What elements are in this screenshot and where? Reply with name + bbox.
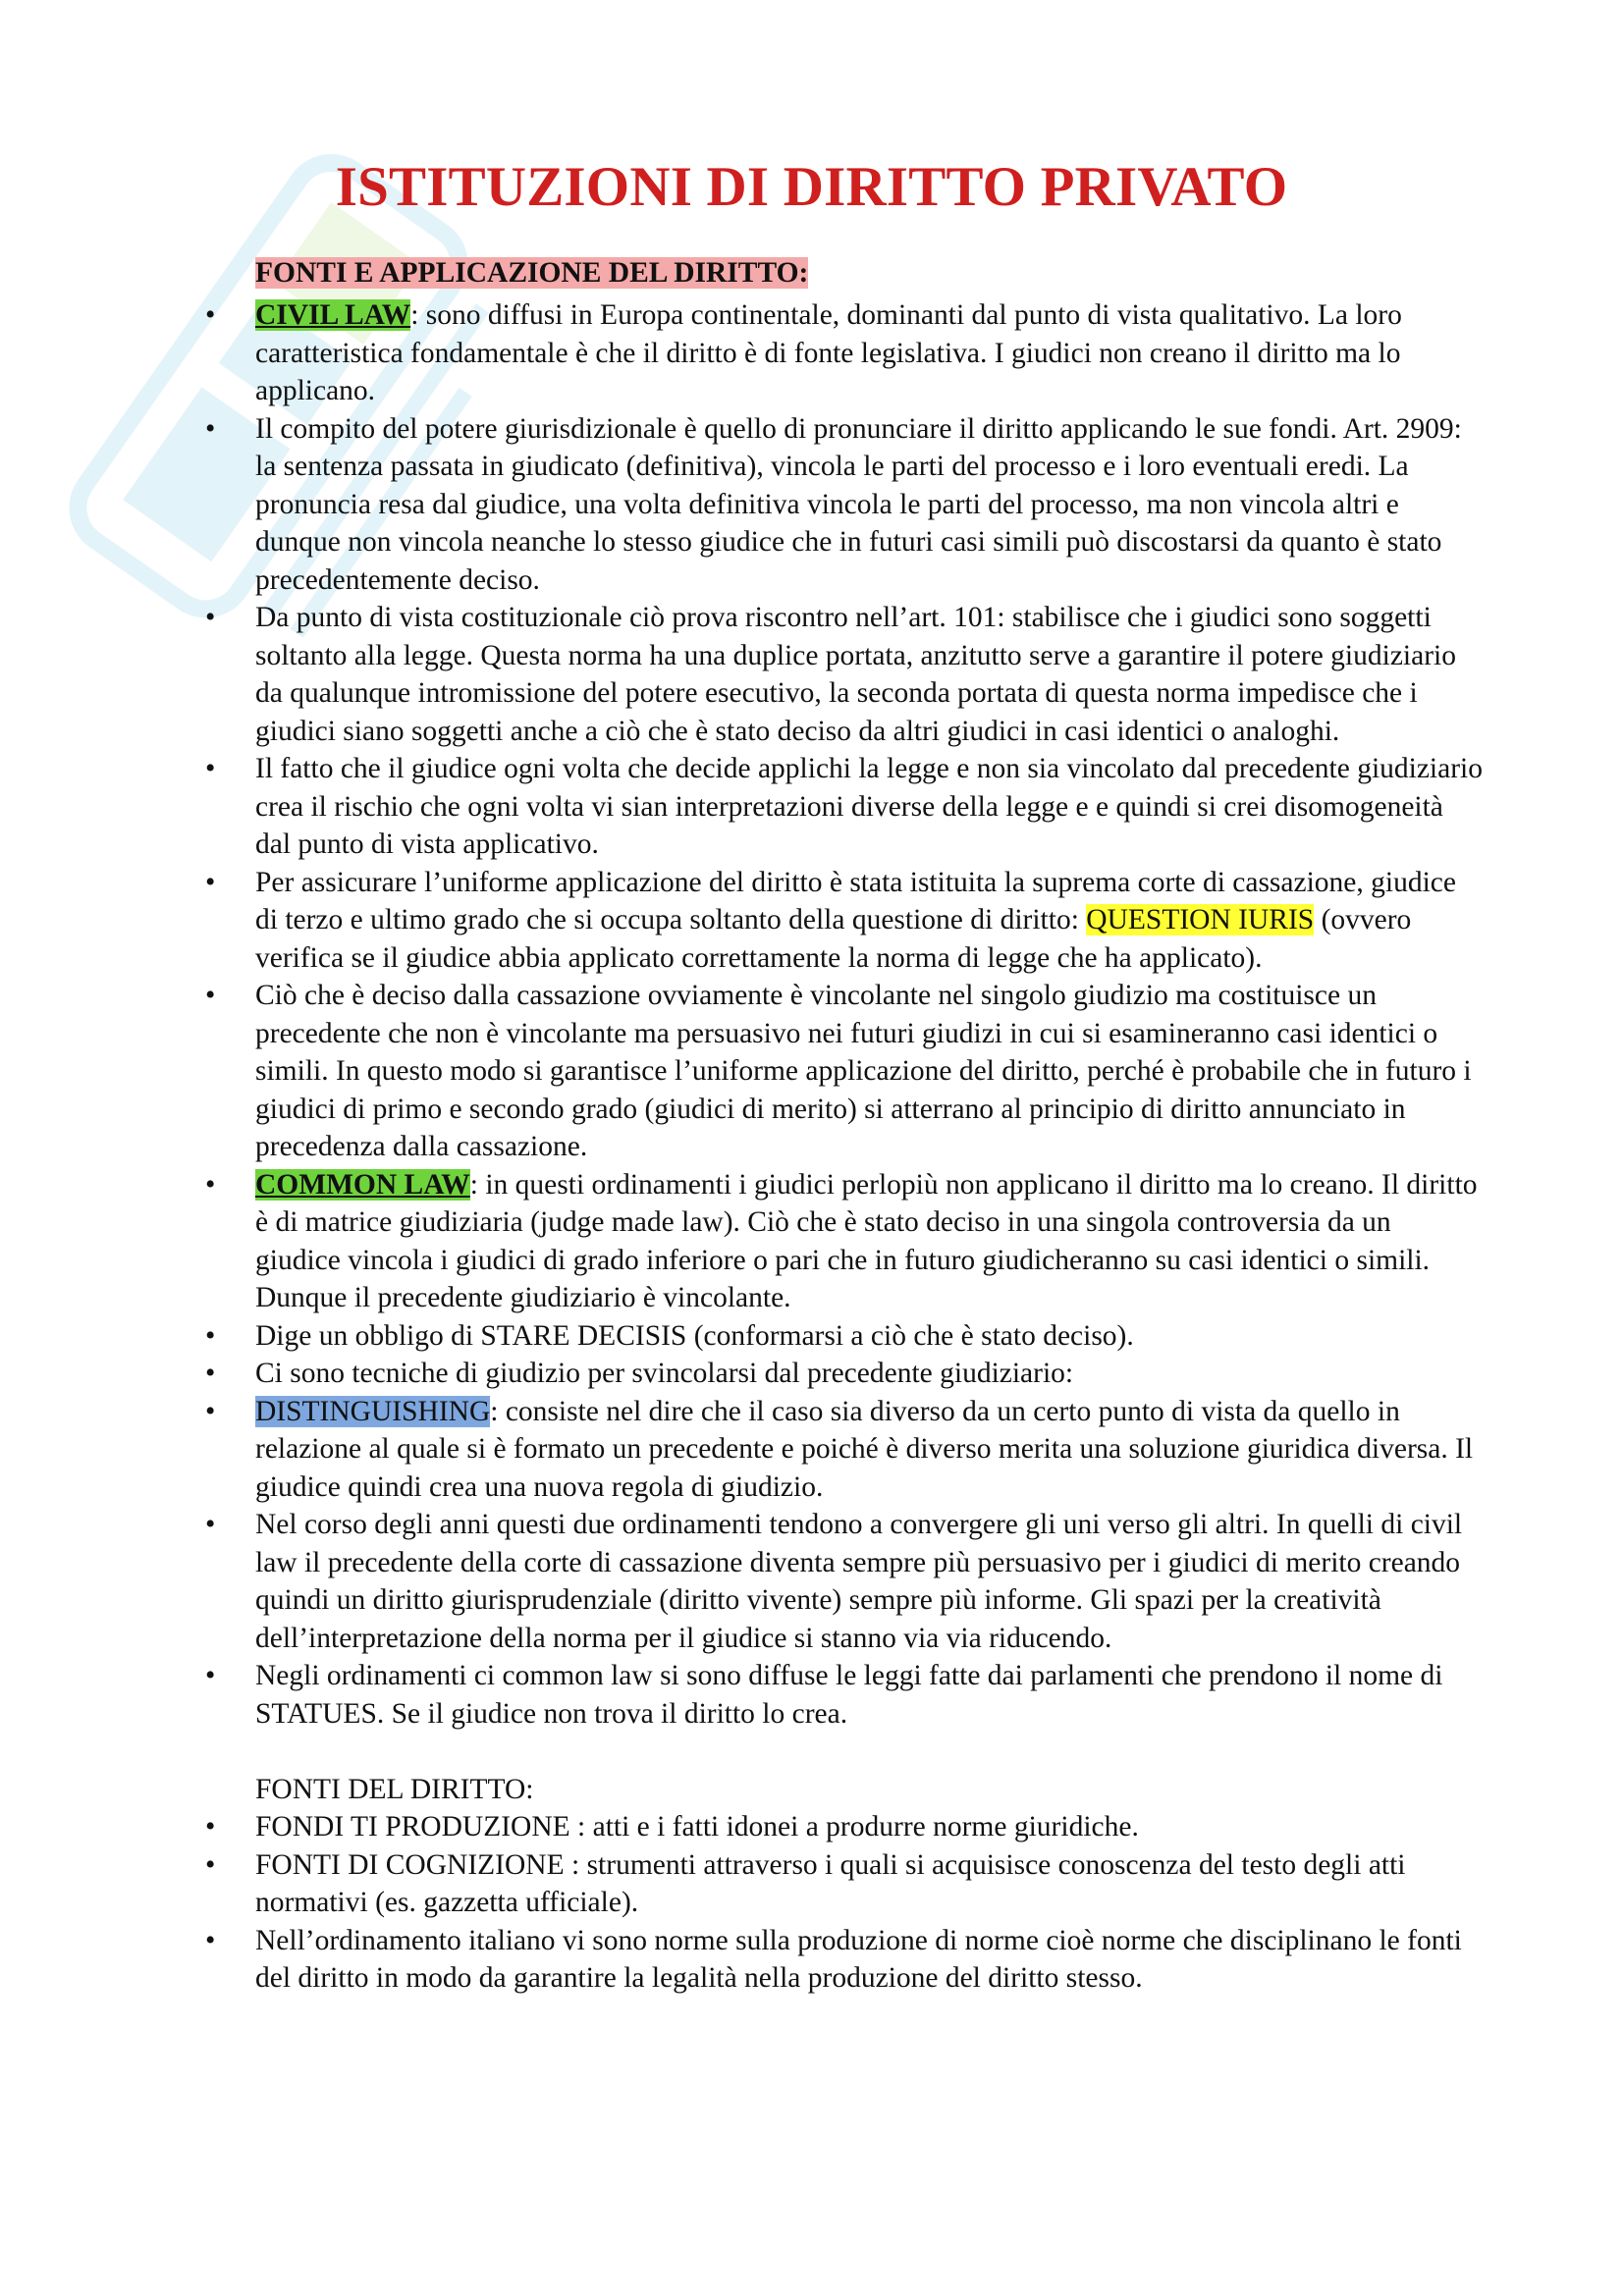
list-item-text: FONDI TI PRODUZIONE : atti e i fatti idonei a produrre norme giuridiche. [255,1811,1139,1842]
list-item [0,977,1483,1166]
bullet-icon: • [205,1168,216,1201]
list-item [0,599,1483,750]
section-heading-fonti-applicazione [255,257,808,290]
list-item-text: Nel corso degli anni questi due ordinamenti tendono a convergere gli uni verso gli altri. In quelli di civil law il precedente della corte di cassazione diventa sempre più persuasivo per i giudici di merito creando quindi un diritto giurisprudenziale (diritto vivente) sempre più informe. Gli spazi per la creatività dell’interpretazione della norma per il giudice si stanno via via riducendo. [255,1509,1463,1654]
term-distinguishing: DISTINGUISHING [255,1395,491,1427]
list-item-distinguishing [0,1393,1483,1507]
list-item [0,1506,1483,1657]
list-item-text: Nell’ordinamento italiano vi sono norme sulla produzione di norme cioè norme che disciplinano le fonti del diritto in modo da garantire la legalità nella produzione del diritto stesso. [255,1924,1462,1994]
list-item-civil-law [0,296,1483,410]
list-item-text: Per assicurare l’uniforme applicazione del diritto è stata istituita la suprema corte di cassazione, giudice di terzo e ultimo grado che si occupa soltanto della questione di diritto: [255,866,1456,935]
bullet-icon: • [205,299,216,331]
bullet-icon: • [205,980,216,1011]
list-item-text: Da punto di vista costituzionale ciò prova riscontro nell’art. 101: stabilisce che i giudici sono soggetti soltanto alla legge. Questa norma ha una duplice portata, anzitutto serve a garantire il potere giudiziario da qualunque intromissione del potere esecutivo, la seconda portata di questa norma impedisce che i giudici siano soggetti anche a ciò che è stato deciso da altri giudici in casi identici o analoghi. [255,602,1456,747]
list-item-text: FONTI DI COGNIZIONE : strumenti attraverso i quali si acquisisce conoscenza del testo degli atti normativi (es. gazzetta ufficiale). [255,1848,1406,1918]
bullet-icon: • [205,602,216,633]
list-item-common-law [0,1166,1483,1317]
bullet-icon: • [205,1358,216,1389]
list-item-text: : sono diffusi in Europa continentale, dominanti dal punto di vista qualitativo. La loro caratteristica fondamentale è che il diritto è di fonte legislativa. I giudici non creano il diritto ma lo applicano. [255,299,1402,406]
paragraph-spacer [0,1733,1623,1771]
list-item-text: : in questi ordinamenti i giudici perlopiù non applicano il diritto ma lo creano. Il diritto è di matrice giudiziaria (judge made law). Ciò che è stato deciso in una singola controversia da un giudice vincola i giudici di grado inferiore o pari che in futuro giudicheranno su casi identici o simili. Dunque il precedente giudiziario è vincolante. [255,1168,1478,1313]
list-item [0,1355,1483,1393]
bullet-icon: • [205,1848,216,1881]
list-item-text: Il fatto che il giudice ogni volta che decide applichi la legge e non sia vincolato dal precedente giudiziario crea il rischio che ogni volta vi sian interpretazioni diverse della legge e e quindi si crei disomogeneità dal punto di vista applicativo. [255,753,1483,860]
term-common-law: COMMON LAW [255,1168,470,1201]
list-item-text: Ci sono tecniche di giudizio per svincolarsi dal precedente giudiziario: [255,1358,1074,1389]
bullet-icon: • [205,1924,216,1956]
section-heading-text: FONTI E APPLICAZIONE DEL DIRITTO: [255,257,809,289]
document-title: ISTITUZIONI DI DIRITTO PRIVATO [335,156,1288,218]
bullet-icon: • [205,412,216,445]
bullet-icon: • [205,1660,216,1691]
list-item [0,1846,1483,1922]
section-heading-fonti-diritto: FONTI DEL DIRITTO: [255,1773,534,1805]
term-civil-law: CIVIL LAW [255,299,411,331]
list-item [0,750,1483,864]
list-item-text: : consiste nel dire che il caso sia diverso da un certo punto di vista da quello in relazione al quale si è formato un precedente e poiché è diverso merita una soluzione giuridica diversa. Il giudice quindi crea una nuova regola di giudizio. [255,1395,1474,1503]
list-item [0,1657,1483,1733]
list-item-text: (ovvero verifica se il giudice abbia applicato correttamente la norma di legge che ha applicato). [255,904,1412,974]
list-item [0,410,1483,600]
list-item-question-iuris [0,864,1483,978]
bullet-icon: • [205,1811,216,1842]
list-item-text: Ciò che è deciso dalla cassazione ovviamente è vincolante nel singolo giudizio ma costituisce un precedente che non è vincolante ma persuasivo nei futuri giudizi in cui si esamineranno casi identici o simili. In questo modo si garantisce l’uniforme applicazione del diritto, perché è probabile che in futuro i giudici di primo e secondo grado (giudici di merito) si atterrano al principio di diritto annunciato in precedenza dalla cassazione. [255,980,1472,1162]
bullet-icon: • [205,1509,216,1540]
list-item-text: Dige un obbligo di STARE DECISIS (conformarsi a ciò che è stato deciso). [255,1319,1134,1352]
list-item-text: Negli ordinamenti ci common law si sono diffuse le leggi fatte dai parlamenti che prendono il nome di STATUES. Se il giudice non trova il diritto lo crea. [255,1660,1443,1730]
document-body [0,296,1623,1998]
list-item [0,1317,1483,1356]
list-item-text: Il compito del potere giurisdizionale è quello di pronunciare il diritto applicando le sue fondi. Art. 2909: la sentenza passata in giudicato (definitiva), vincola le parti del processo e i loro eventuali eredi. La pronuncia resa dal giudice, una volta definitiva vincola le parti del processo, ma non vincola altri e dunque non vincola neanche lo stesso giudice che in futuri casi simili può discostarsi da quanto è stato precedentemente deciso. [255,412,1462,596]
list-item [0,1808,1483,1846]
term-question-iuris: QUESTION IURIS [1086,904,1315,935]
bullet-icon: • [205,753,216,784]
bullet-icon: • [205,866,216,898]
bullet-icon: • [205,1319,216,1352]
list-item [0,1922,1483,1998]
bullet-icon: • [205,1395,216,1427]
